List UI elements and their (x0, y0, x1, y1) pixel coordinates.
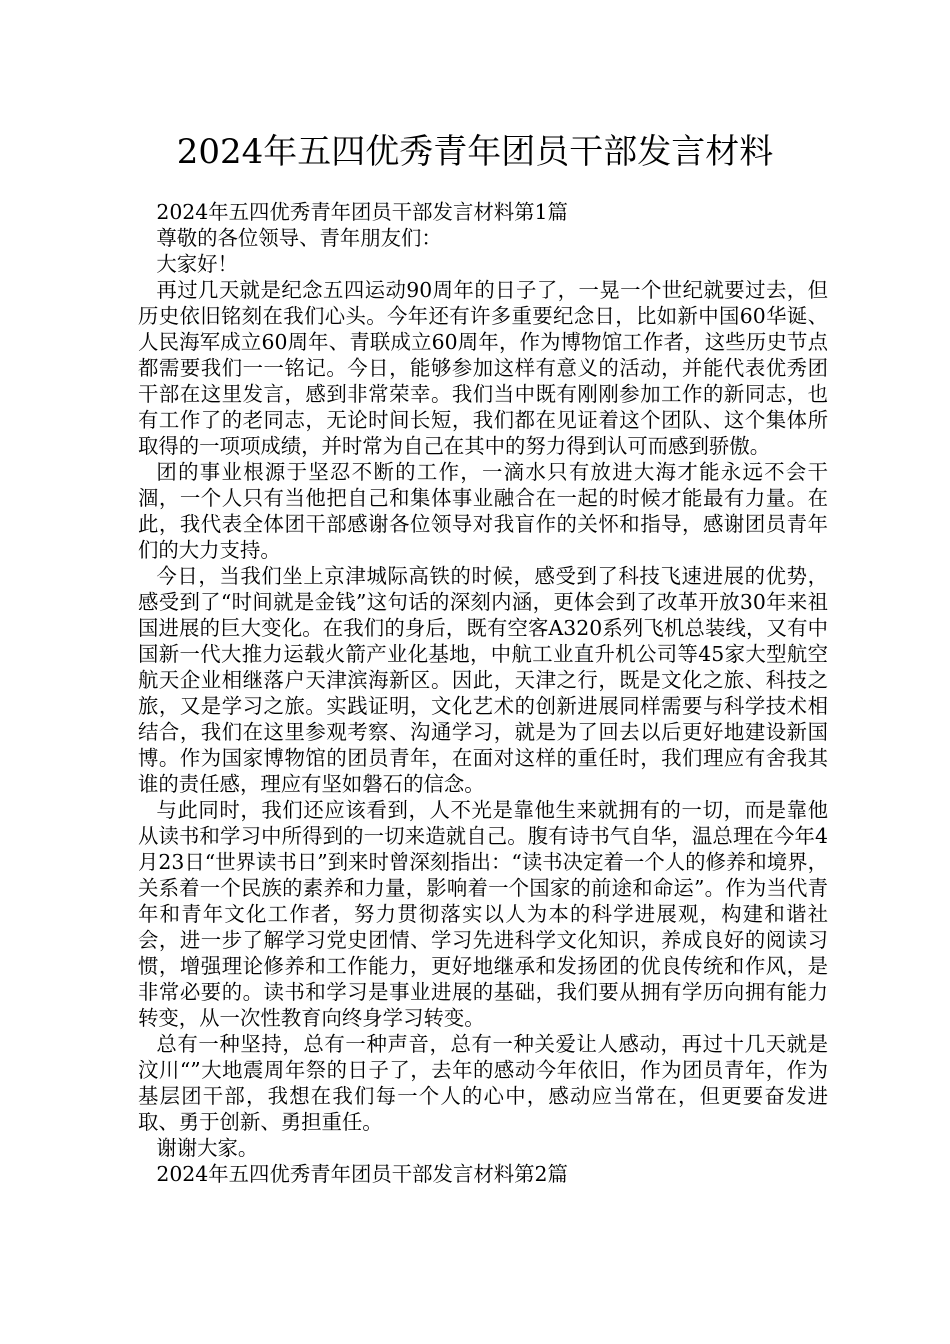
section-heading-2: 2024年五四优秀青年团员干部发言材料第2篇 (156, 1162, 568, 1186)
closing-thanks: 谢谢大家。 (156, 1136, 259, 1160)
greeting: 大家好！ (156, 252, 238, 276)
body-paragraph-5: 总有一种坚持，总有一种声音，总有一种关爱让人感动，再过十几天就是汶川“”大地震周年祭的日子了，去年的感动今年依旧，作为团员青年，作为基层团干部，我想在我们每一个人的心中，感动应当常在，但更要奋发进取、勇于创新、勇担重任。 (138, 1032, 828, 1134)
body-paragraph-3: 今日，当我们坐上京津城际高铁的时候，感受到了科技飞速进展的优势，感受到了“时间就是金钱”这句话的深刻内涵，更体会到了改革开放30年来祖国进展的巨大变化。在我们的身后，既有空客A320系列飞机总装线，又有中国新一代大推力运载火箭产业化基地，中航工业直升机公司等45家大型航空航天企业相继落户天津滨海新区。因此，天津之行，既是文化之旅、科技之旅，又是学习之旅。实践证明，文化艺术的创新进展同样需要与科学技术相结合，我们在这里参观考察、沟通学习，就是为了回去以后更好地建设新国博。作为国家博物馆的团员青年，在面对这样的重任时，我们理应有舍我其谁的责任感，理应有坚如磐石的信念。 (138, 564, 828, 796)
body-paragraph-1: 再过几天就是纪念五四运动90周年的日子了，一晃一个世纪就要过去，但历史依旧铭刻在我们心头。今年还有许多重要纪念日，比如新中国60华诞、人民海军成立60周年、青联成立60周年，作为博物馆工作者，这些历史节点都需要我们一一铭记。今日，能够参加这样有意义的活动，并能代表优秀团干部在这里发言，感到非常荣幸。我们当中既有刚刚参加工作的新同志，也有工作了的老同志，无论时间长短，我们都在见证着这个团队、这个集体所取得的一项项成绩，并时常为自己在其中的努力得到认可而感到骄傲。 (138, 278, 828, 458)
document-body (138, 199, 828, 1187)
salutation: 尊敬的各位领导、青年朋友们： (156, 226, 442, 250)
body-paragraph-4: 与此同时，我们还应该看到，人不光是靠他生来就拥有的一切，而是靠他从读书和学习中所得到的一切来造就自己。腹有诗书气自华，温总理在今年4月23日“世界读书日”到来时曾深刻指出：“读书决定着一个人的修养和境界，关系着一个民族的素养和力量，影响着一个国家的前途和命运”。作为当代青年和青年文化工作者，努力贯彻落实以人为本的科学进展观，构建和谐社会，进一步了解学习党史团情、学习先进科学文化知识，养成良好的阅读习惯，增强理论修养和工作能力，更好地继承和发扬团的优良传统和作风，是非常必要的。读书和学习是事业进展的基础，我们要从拥有学历向拥有能力转变，从一次性教育向终身学习转变。 (138, 798, 828, 1030)
document-title: 2024年五四优秀青年团员干部发言材料 (176, 132, 774, 172)
body-paragraph-2: 团的事业根源于坚忍不断的工作，一滴水只有放进大海才能永远不会干涸，一个人只有当他把自己和集体事业融合在一起的时候才能最有力量。在此，我代表全体团干部感谢各位领导对我盲作的关怀和指导，感谢团员青年们的大力支持。 (138, 460, 828, 562)
section-heading-1: 2024年五四优秀青年团员干部发言材料第1篇 (156, 200, 568, 224)
